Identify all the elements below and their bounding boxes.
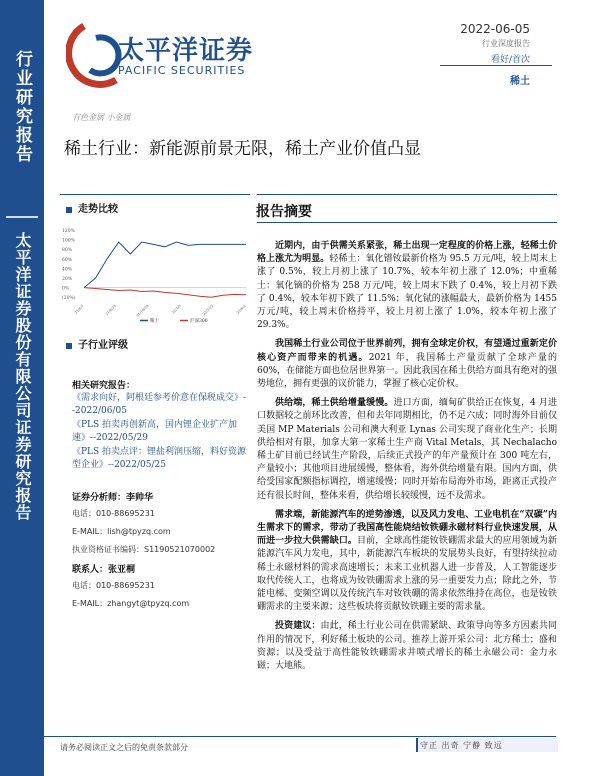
abstract-paragraph bbox=[257, 509, 557, 615]
industry-label: 稀土 bbox=[510, 76, 530, 87]
y-tick-label: 100% bbox=[62, 238, 75, 244]
sidebar bbox=[0, 0, 44, 776]
analyst-heading: 证券分析师：李帅华 bbox=[72, 493, 154, 503]
sidebar-top-text: 行业研究报告 bbox=[12, 50, 32, 164]
analyst-email[interactable]: E-MAIL：lish@tpyzq.com bbox=[72, 527, 171, 536]
y-tick-label: 60% bbox=[62, 257, 73, 263]
related-item[interactable]: 《需求向好，阿根廷参考价意在保税成交》--2022/06/05 bbox=[72, 393, 247, 416]
para-text: 轻稀土：氧化镨钕最新价格为 95.5 万元/吨，较上周末上涨了 0.5%，较上月初上涨了 10.7%，较本年初上涨了 12.0%；中重稀土：氧化镝的价格为 258 万元/吨，较上周末下跌了 0.4%，较上月初下跌了 0.4%，较本年初下跌了 11.5%；氧化铽的涨幅最大，最新价格为 1455 万元/吨，较上周末价格持平，较上月初上涨了 1.0%，较本年初上涨了 29.3%。 bbox=[257, 254, 557, 331]
para-text: 由此，稀土行业公司在供需紧缺、政策导向等多方因素共同作用的情况下，利好稀土板块的公司。推荐上游开采公司：北方稀土；盛和资源；以及受益于高性能钕铁硼需求井喷式增长的稀土永磁公司：金力永磁；大地熊。 bbox=[257, 621, 557, 672]
abstract-paragraph bbox=[257, 240, 557, 332]
abstract-paragraph bbox=[257, 338, 557, 391]
para-lead: 供给端，稀土供给增量缓慢。 bbox=[275, 398, 394, 409]
contact-email[interactable]: E-MAIL：zhangyt@tpyzq.com bbox=[72, 599, 190, 608]
para-lead: 投资建议： bbox=[275, 621, 321, 632]
rating: 看好/首次 bbox=[490, 55, 530, 65]
abstract-paragraph bbox=[257, 397, 557, 503]
related-item[interactable]: 《PLS 拍卖点评：锂盐利润压缩，料好资源型企业》--2022/05/25 bbox=[72, 447, 247, 470]
x-tick-label: 22/6/2 bbox=[235, 303, 247, 315]
square-bullet-icon bbox=[66, 343, 72, 349]
y-tick-label: 40% bbox=[62, 267, 73, 273]
square-bullet-icon bbox=[66, 207, 72, 213]
analyst-phone: 电话：010-88695231 bbox=[72, 509, 155, 518]
series-line-沪深300 bbox=[84, 288, 246, 298]
footer-rule bbox=[44, 736, 556, 737]
trend-heading bbox=[66, 200, 118, 215]
x-tick-label: 21/8/18 bbox=[104, 303, 118, 317]
trend-heading-text: 走势比较 bbox=[78, 204, 118, 215]
para-lead: 我国稀土行业公司位于世界前列，拥有全球定价权，有望通过重新定价核心资产而带来的机遇。 bbox=[257, 339, 557, 363]
logo-en: PACIFIC SECURITIES bbox=[118, 64, 246, 77]
category-label: 有色金属 小金属 bbox=[72, 113, 131, 122]
related-heading: 相关研究报告： bbox=[72, 381, 136, 391]
y-tick-label: 80% bbox=[62, 248, 73, 254]
rating-heading-text: 子行业评级 bbox=[78, 340, 128, 351]
para-lead: 近期内，由于供需关系紧张，稀土出现一定程度的价格上涨，轻稀土价格上涨尤为明显。 bbox=[257, 241, 557, 265]
para-text: 2021 年，我国稀土产量贡献了全球产量的 60%，在储能方面也位居世界第一。因此我国在稀土供给方面具有绝对的强势地位，拥有更强的议价能力，掌握了核心定价权。 bbox=[257, 352, 557, 390]
logo-cn: 太平洋证券 bbox=[118, 36, 254, 66]
x-tick-label: 22/1/9 bbox=[171, 303, 182, 315]
header-rule bbox=[440, 65, 552, 66]
footer-motto: 守正 出奇 宁静 致远 bbox=[420, 741, 503, 750]
report-date: 2022-06-05 bbox=[460, 22, 530, 36]
x-tick-label: 21/10/29 bbox=[135, 303, 150, 318]
sidebar-bottom-text: 太平洋证券股份有限公司证券研究报告 bbox=[13, 232, 32, 521]
sidebar-divider bbox=[6, 216, 38, 218]
footer-disclaimer: 请务必阅读正文之后的免责条款部分 bbox=[60, 743, 188, 752]
para-text: 进口方面，缅甸矿供给正在恢复，4 月进口数据较之前环比改善，但和去年同期相比，仍不足六成；同时海外目前仅美国 MP Materials 公司和澳大利亚 Lynas 公司实现了商业化生产；长期供给相对有限，加拿大第一家稀土生产商 Vital Metals，其 Nechalacho 稀土矿目前已经试生产阶段，后续正式投产的年产量预计在 300 吨左右，产量较小；其他项目进展缓慢，整体看，海外供给增量有限。国内方面，供给受国家配额指标调控，增速缓慢；同时开始布局海外市场，距离正式投产还有很长时间，整体来看，供给增长较缓慢，远不及需求。 bbox=[257, 398, 557, 501]
para-text: 目前，全球高性能钕铁硼需求最大的应用领域为新能源汽车风力发电，其中，新能源汽车板块的发展势头良好，有望持续拉动稀土永磁材料的需求高速增长；未来工业机器人进一步普及，人工智能逐步取代传统人工，也将成为钕铁硼需求上涨的另一重要发力点；除此之外，节能电梯、变频空调以及传统汽车对钕铁硼的需求依然维持在高位，也是钕铁硼需求的主要来源；这些板块将贡献钕铁硼主要的需求量。 bbox=[257, 536, 557, 613]
right-rule bbox=[257, 194, 557, 195]
page-title: 稀土行业：新能源前景无限，稀土产业价值凸显 bbox=[64, 139, 421, 159]
x-tick-label: 22/3/22 bbox=[201, 303, 215, 317]
legend-label: 稀土 bbox=[150, 319, 159, 324]
y-tick-label: 20% bbox=[62, 277, 73, 282]
report-type: 行业深度报告 bbox=[482, 39, 530, 48]
abstract-paragraph bbox=[257, 620, 557, 673]
abstract-title: 报告摘要 bbox=[256, 204, 312, 220]
analyst-cert: 执业资格证书编码：S1190521070002 bbox=[72, 545, 216, 554]
left-rule bbox=[60, 194, 250, 195]
contact-phone: 电话：010-88695231 bbox=[72, 581, 155, 590]
abstract-body bbox=[257, 240, 557, 679]
legend-label: 沪深300 bbox=[190, 319, 208, 324]
related-item[interactable]: 《PLS 拍卖再创新高，国内锂企业扩产加速》--2022/05/29 bbox=[72, 420, 238, 443]
trend-chart bbox=[60, 222, 250, 326]
para-lead: 需求端，新能源汽车的逆势渗透，以及风力发电、工业电机在“双碳”内生需求下的需求，带动了我国高性能烧结钕铁硼永磁材料行业快速发展，从而进一步拉大供需缺口。 bbox=[257, 509, 557, 547]
related-list bbox=[72, 392, 250, 473]
rating-heading bbox=[66, 336, 128, 351]
y-tick-label: (20%) bbox=[62, 296, 76, 302]
abstract-rule bbox=[257, 222, 557, 223]
y-tick-label: 0% bbox=[62, 286, 70, 292]
series-line-稀土 bbox=[84, 242, 246, 288]
x-tick-label: 21/6/7 bbox=[73, 303, 85, 315]
y-tick-label: 120% bbox=[62, 229, 75, 234]
contact-heading: 联系人：张亚桐 bbox=[72, 565, 136, 575]
